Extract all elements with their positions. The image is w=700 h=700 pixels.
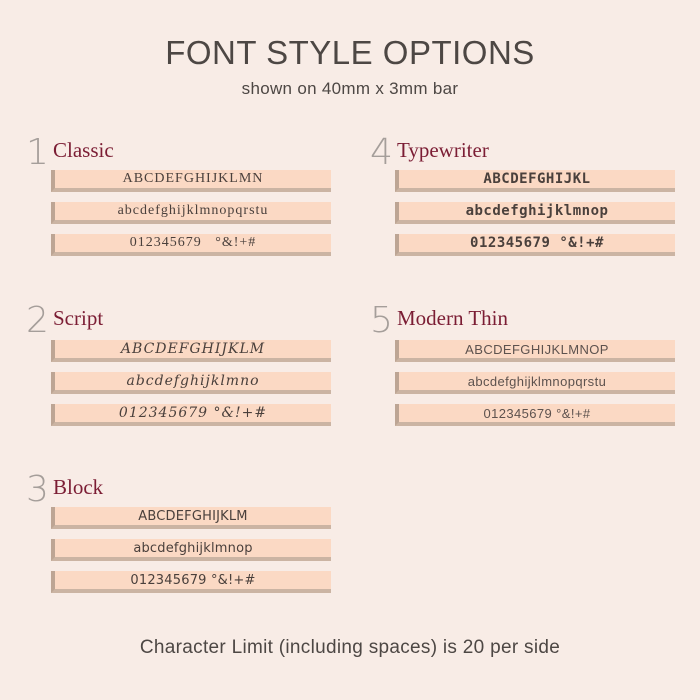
sample-bar-lowercase: abcdefghijklmnop [51, 539, 331, 561]
sample-bar-uppercase: ABCDEFGHIJKLM [51, 507, 331, 529]
font-option-typewriter [370, 132, 655, 251]
section-header [26, 132, 311, 174]
font-option-classic [26, 132, 311, 250]
section-number: 3 [26, 469, 49, 510]
section-header [26, 300, 311, 342]
sample-bar-lowercase: abcdefghijklmnopqrstu [51, 202, 331, 224]
section-header [370, 132, 655, 174]
sample-bar-uppercase: ABCDEFGHIJKLMN [51, 170, 331, 192]
page-subtitle: shown on 40mm x 3mm bar [241, 79, 459, 98]
page-title: FONT STYLE OPTIONS [165, 34, 535, 71]
sample-bar-lowercase: abcdefghijklmnopqrstu [395, 372, 675, 394]
sample-bar-uppercase: ABCDEFGHIJKLM [51, 340, 331, 362]
sample-bar-lowercase: abcdefghijklmnop [395, 202, 675, 224]
sample-bar-numbers: 012345679 °&!+# [395, 234, 675, 256]
font-option-block [26, 469, 311, 588]
sample-bar-uppercase: ABCDEFGHIJKL [395, 170, 675, 192]
section-number: 4 [370, 132, 393, 173]
sample-bar-numbers: 012345679 °&!+# [51, 234, 331, 256]
section-header [26, 469, 311, 511]
section-name: Typewriter [397, 138, 489, 162]
sample-bar-lowercase: abcdefghijklmno [51, 372, 331, 394]
section-number: 5 [370, 300, 393, 341]
section-name: Classic [53, 138, 114, 162]
sample-bar-numbers: 012345679 °&!+# [395, 404, 675, 426]
character-limit-note: Character Limit (including spaces) is 20 per side [139, 637, 561, 658]
section-name: Block [53, 475, 104, 499]
section-name: Modern Thin [397, 306, 509, 330]
section-number: 2 [26, 300, 49, 341]
section-name: Script [53, 306, 104, 330]
sample-bar-numbers: 012345679 °&!+# [51, 571, 331, 593]
section-number: 1 [26, 132, 49, 173]
font-option-script [26, 300, 311, 421]
section-header [370, 300, 655, 342]
sample-bar-uppercase: ABCDEFGHIJKLMNOP [395, 340, 675, 362]
sample-bar-numbers: 012345679 °&!+# [51, 404, 331, 426]
font-option-modern-thin [370, 300, 655, 421]
